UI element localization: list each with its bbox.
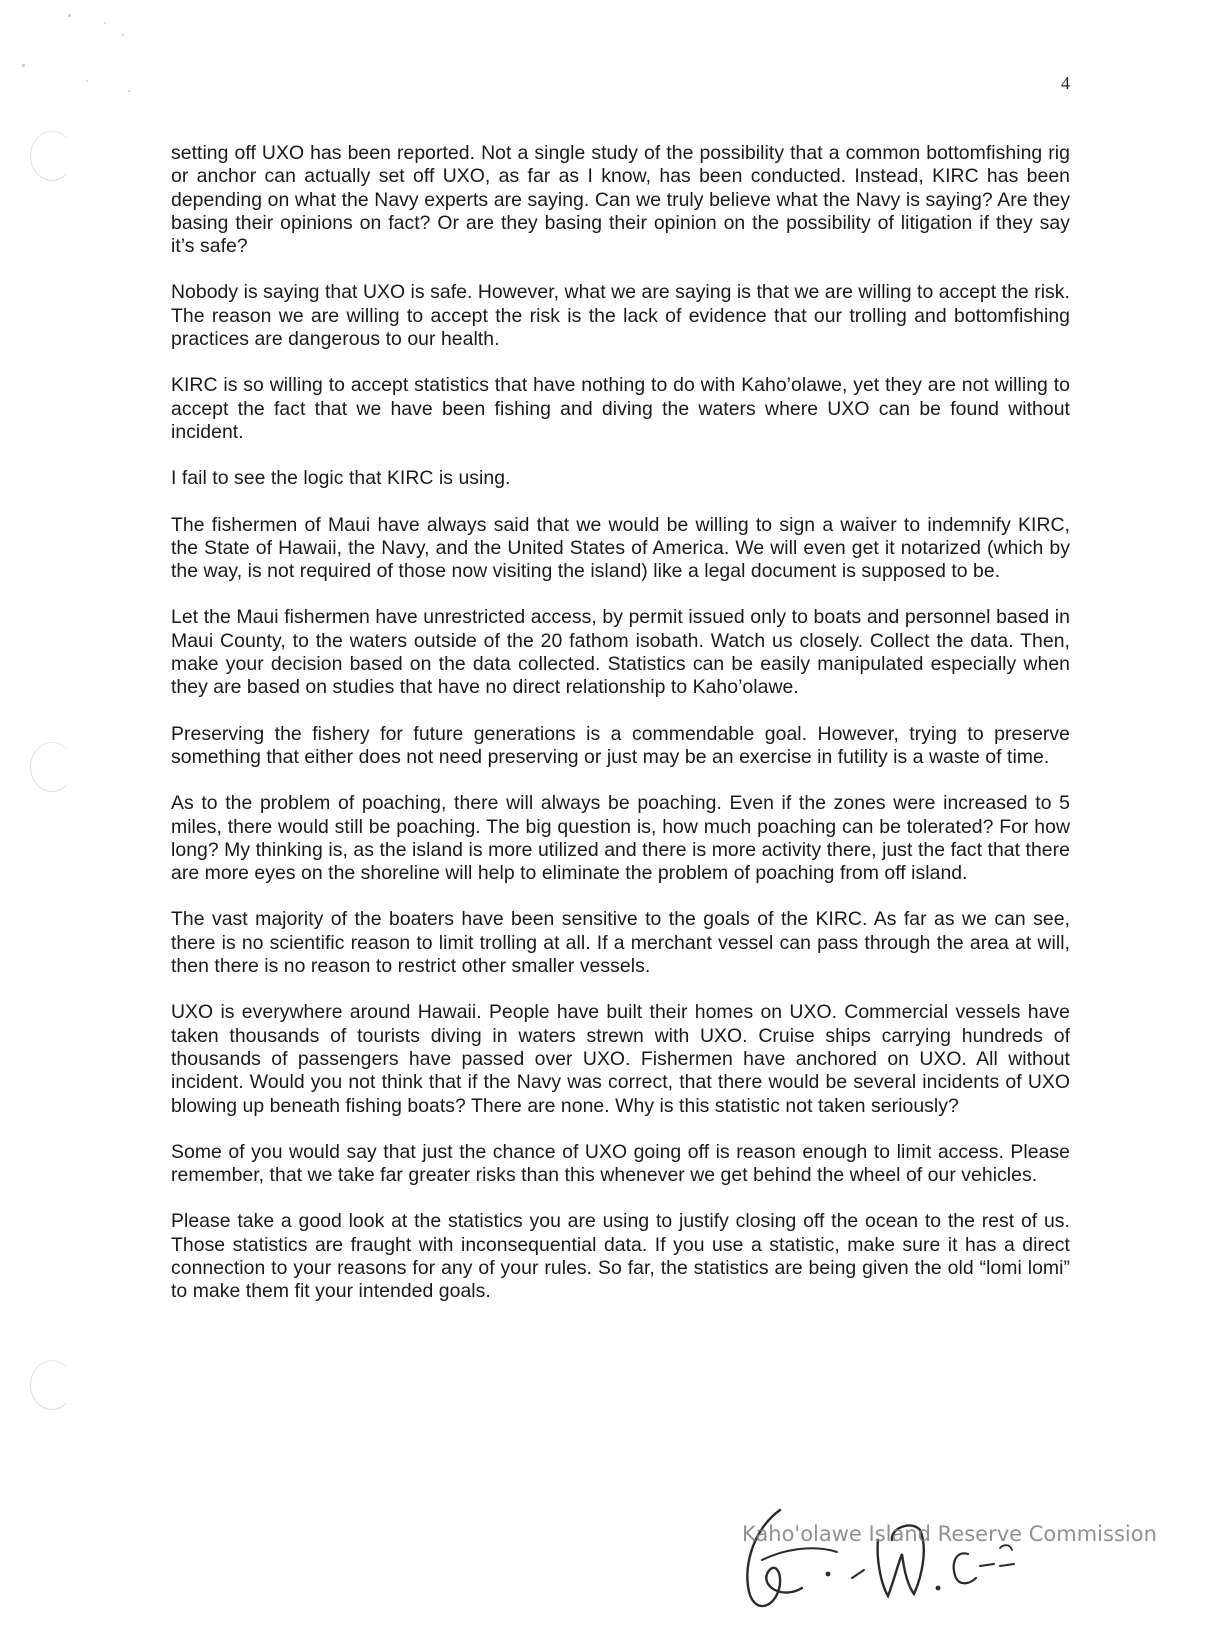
punch-hole (30, 742, 74, 792)
paragraph: setting off UXO has been reported. Not a single study of the possibility that a common bottomfishing rig or anchor can actually set off UXO, as far as I know, has been conducted. Instead, KIRC has been depending on what the Navy experts are saying. Can we truly believe what the Navy is saying? Are they basing their opinions on fact? Or are they basing their opinion on the possibility of litigation if they say it’s safe? (171, 142, 1070, 258)
scan-speck (22, 64, 25, 67)
paragraph: The fishermen of Maui have always said that we would be willing to sign a waiver to indemnify KIRC, the State of Hawaii, the Navy, and the United States of America. We will even get it notarized (which by the way, is not required of those now visiting the island) like a legal document is supposed to be. (171, 513, 1070, 583)
punch-hole (30, 131, 74, 181)
scan-speck (122, 34, 124, 36)
paragraph: KIRC is so willing to accept statistics that have nothing to do with Kaho’olawe, yet they are not willing to accept the fact that we have been fishing and diving the waters where UXO can be found without incident. (171, 374, 1070, 443)
watermark: Kaho'olawe Island Reserve Commission (742, 1522, 1157, 1546)
paragraph: Some of you would say that just the chance of UXO going off is reason enough to limit access. Please remember, that we take far greater risks than this whenever we get behind the wheel of our vehicles. (171, 1140, 1070, 1187)
scan-speck (104, 22, 106, 24)
paragraph: Preserving the fishery for future generations is a commendable goal. However, trying to preserve something that either does not need preserving or just may be an exercise in futility is a waste of time. (171, 722, 1070, 768)
scan-speck (68, 14, 71, 17)
scan-speck (128, 90, 130, 92)
paragraph: Let the Maui fishermen have unrestricted access, by permit issued only to boats and personnel based in Maui County, to the waters outside of the 20 fathom isobath. Watch us closely. Collect the data. Then, make your decision based on the data collected. Statistics can be easily manipulated especially when they are based on studies that have no direct relationship to Kaho’olawe. (171, 606, 1070, 699)
scan-speck (86, 80, 88, 82)
punch-hole (30, 1360, 74, 1410)
paragraph: I fail to see the logic that KIRC is using. (171, 467, 511, 490)
paragraph: The vast majority of the boaters have been sensitive to the goals of the KIRC. As far as we can see, there is no scientific reason to limit trolling at all. If a merchant vessel can pass through the area at will, then there is no reason to restrict other smaller vessels. (171, 908, 1070, 978)
paragraph: UXO is everywhere around Hawaii. People have built their homes on UXO. Commercial vessels have taken thousands of tourists diving in waters strewn with UXO. Cruise ships carrying hundreds of thousands of passengers have passed over UXO. Fishermen have anchored on UXO. All without incident. Would you not think that if the Navy was correct, that there would be several incidents of UXO blowing up beneath fishing boats? There are none. Why is this statistic not taken seriously? (171, 1001, 1070, 1117)
paragraph: Please take a good look at the statistics you are using to justify closing off the ocean to the rest of us. Those statistics are fraught with inconsequential data. If you use a statistic, make sure it has a direct connection to your reasons for any of your rules. So far, the statistics are being given the old “lomi lomi” to make them fit your intended goals. (171, 1210, 1070, 1303)
letter-body (171, 142, 1070, 1327)
paragraph: As to the problem of poaching, there will always be poaching. Even if the zones were increased to 5 miles, there would still be poaching. The big question is, how much poaching can be tolerated? For how long? My thinking is, as the island is more utilized and there is more activity there, just the fact that there are more eyes on the shoreline will help to eliminate the problem of poaching from off island. (171, 792, 1070, 885)
handwritten-signature (742, 1500, 1042, 1625)
paragraph: Nobody is saying that UXO is safe. However, what we are saying is that we are willing to accept the risk. The reason we are willing to accept the risk is the lack of evidence that our trolling and bottomfishing practices are dangerous to our health. (171, 281, 1070, 351)
page-number: 4 (1061, 73, 1070, 93)
